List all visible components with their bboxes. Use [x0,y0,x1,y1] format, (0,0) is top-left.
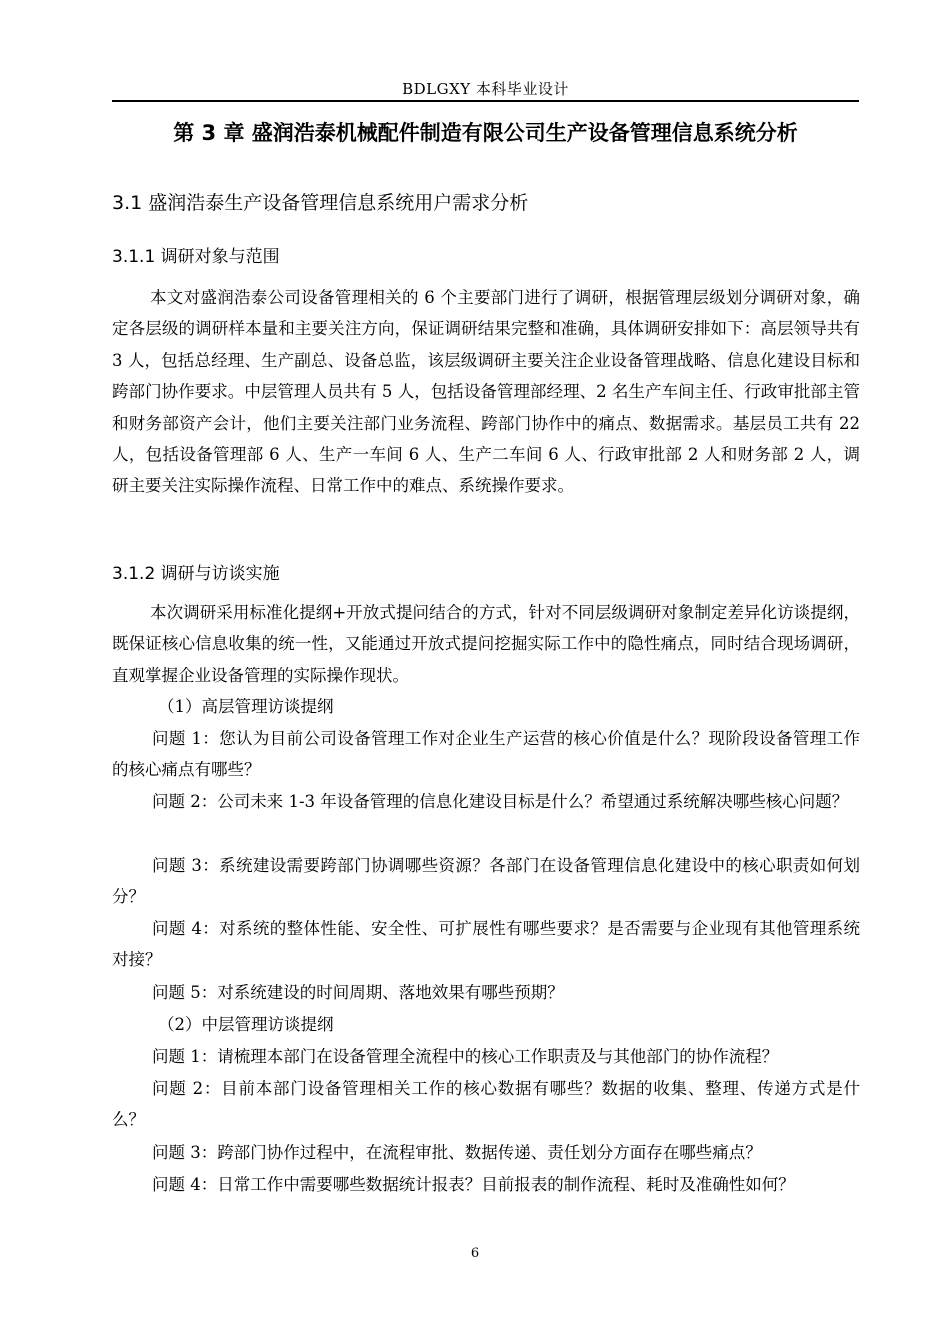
subsection-heading-1: 3.1.1 调研对象与范围 [112,247,280,267]
question-item: 问题 1：请梳理本部门在设备管理全流程中的核心工作职责及与其他部门的协作流程？ [152,1047,779,1066]
question-item: 问题 5：对系统建设的时间周期、落地效果有哪些预期？ [152,983,564,1002]
header-rule [112,100,859,102]
question-item: 问题 3：跨部门协作过程中，在流程审批、数据传递、责任划分方面存在哪些痛点？ [152,1143,762,1162]
outline-title-senior: （1）高层管理访谈提纲 [158,697,334,716]
page-header: BDLGXY 本科毕业设计 [402,80,569,98]
question-item: 问题 3：系统建设需要跨部门协调哪些资源？各部门在设备管理信息化建设中的核心职责如何划分？ [112,856,860,907]
question-item: 问题 4：日常工作中需要哪些数据统计报表？目前报表的制作流程、耗时及准确性如何？ [152,1175,795,1194]
question-item: 问题 2：目前本部门设备管理相关工作的核心数据有哪些？数据的收集、整理、传递方式是什么？ [112,1079,860,1130]
paragraph-research-scope: 本文对盛润浩泰公司设备管理相关的 6 个主要部门进行了调研，根据管理层级划分调研对象，确定各层级的调研样本量和主要关注方向，保证调研结果完整和准确，具体调研安排如下：高层领导共有 3 人，包括总经理、生产副总、设备总监，该层级调研主要关注企业设备管理战略、信息化建设目标和跨部门协作要求。中层管理人员共有 5 人，包括设备管理部经理、2 名生产车间主任、行政审批部主管和财务部资产会计，他们主要关注部门业务流程、跨部门协作中的痛点、数据需求。基层员工共有 22 人，包括设备管理部 6 人、生产一车间 6 人、生产二车间 6 人、行政审批部 2 人和财务部 2 人，调研主要关注实际操作流程、日常工作中的难点、系统操作要求。 [112,288,860,496]
question-item: 问题 2：公司未来 1-3 年设备管理的信息化建设目标是什么？希望通过系统解决哪些核心问题？ [152,792,849,811]
chapter-title: 第 3 章 盛润浩泰机械配件制造有限公司生产设备管理信息系统分析 [173,121,798,145]
question-item: 问题 1：您认为目前公司设备管理工作对企业生产运营的核心价值是什么？现阶段设备管理工作的核心痛点有哪些？ [112,729,860,780]
section-heading: 3.1 盛润浩泰生产设备管理信息系统用户需求分析 [112,192,529,214]
paragraph-research-method: 本次调研采用标准化提纲+开放式提问结合的方式，针对不同层级调研对象制定差异化访谈提纲，既保证核心信息收集的统一性，又能通过开放式提问挖掘实际工作中的隐性痛点，同时结合现场调研，直观掌握企业设备管理的实际操作现状。 [112,603,860,685]
page-number: 6 [470,1246,480,1261]
question-item: 问题 4：对系统的整体性能、安全性、可扩展性有哪些要求？是否需要与企业现有其他管理系统对接？ [112,919,860,970]
subsection-heading-2: 3.1.2 调研与访谈实施 [112,564,280,584]
outline-title-middle: （2）中层管理访谈提纲 [158,1015,334,1034]
